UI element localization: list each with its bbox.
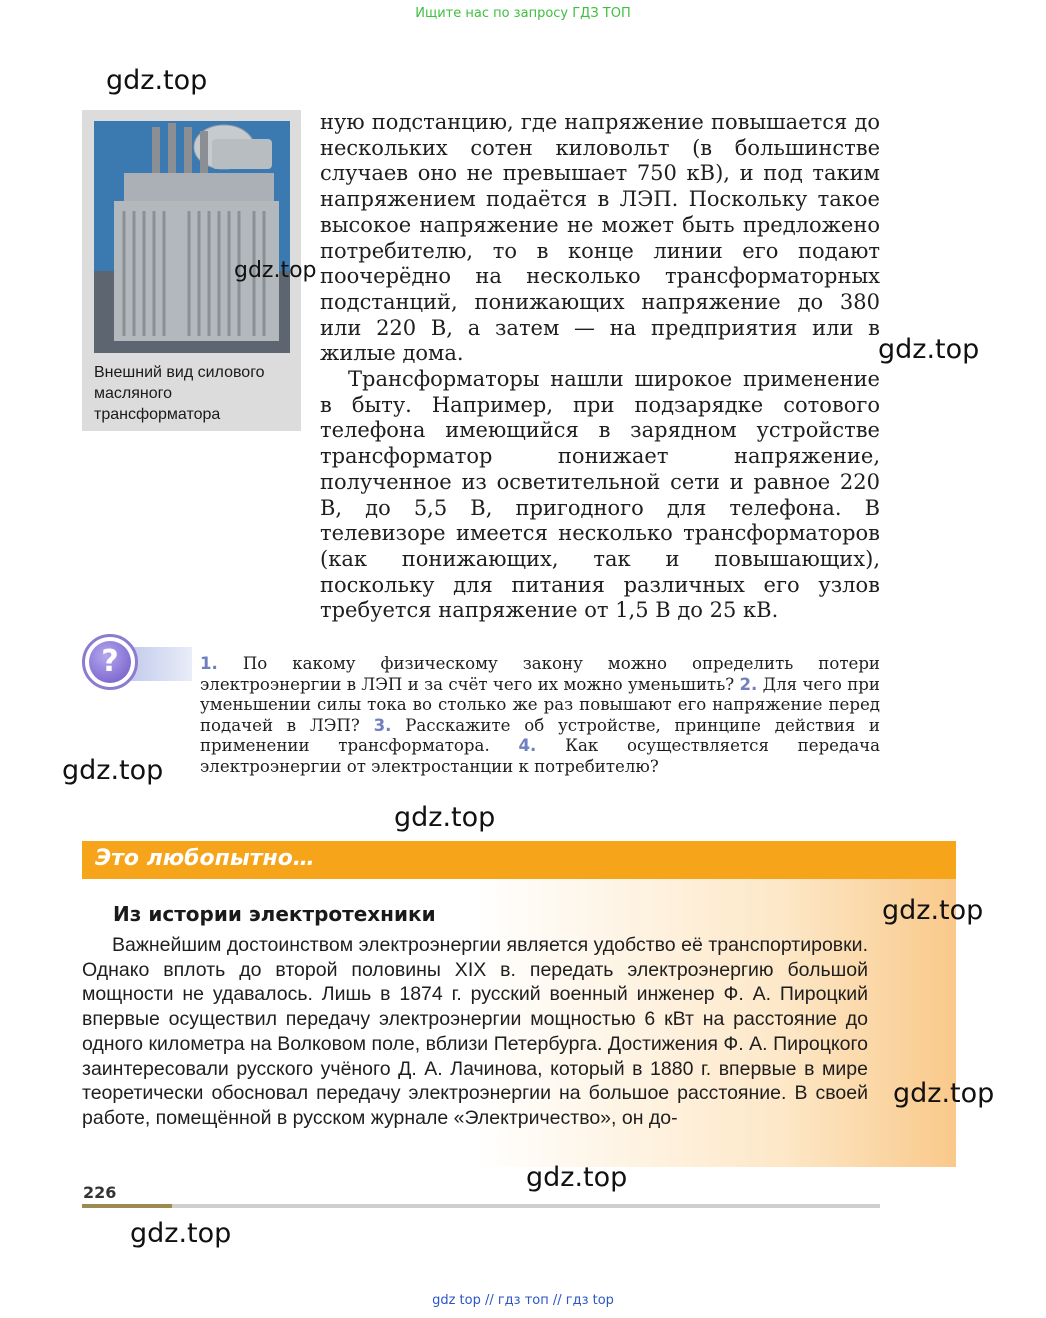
watermark: gdz.top	[62, 755, 164, 786]
main-text	[320, 110, 880, 624]
footer-rule-accent	[82, 1204, 172, 1208]
page-number: 226	[83, 1183, 117, 1202]
history-heading: Из истории электротехники	[113, 902, 436, 926]
watermark: gdz.top	[893, 1078, 995, 1109]
footer-rule	[82, 1204, 880, 1208]
watermark: gdz.top	[130, 1218, 232, 1249]
history-text	[82, 933, 868, 1131]
question-text: Как осуществляется передача электроэнергии от электростанции к потребителю?	[200, 736, 880, 776]
main-paragraph-2: Трансформаторы нашли широкое применение в быту. Например, при подзарядке сотового телефона имеющийся в зарядном устройстве трансформатор понижает напряжение, полученное из осветительной сети и равное 220 В, до 5,5 В, пригодного для телефона. В телевизоре имеется несколько трансформаторов (как понижающих, так и повышающих), поскольку для питания различных его узлов требуется напряжение от 1,5 В до 25 кВ.	[320, 367, 880, 623]
main-paragraph-1: ную подстанцию, где напряжение повышается до нескольких сотен киловольт (в большинстве случаев оно не превышает 750 кВ), и под таким напряжением подаётся в ЛЭП. Поскольку такое высокое напряжение не может быть предложено потребителю, то в конце линии его подают поочерёдно на несколько трансформаторных подстанций, понижающих напряжение до 380 или 220 В, а затем — на предприятия или в жилые дома.	[320, 110, 880, 366]
review-questions	[200, 654, 880, 778]
question-mark: ?	[89, 641, 131, 683]
question-icon	[82, 634, 138, 690]
question-text: Расскажите об устройстве, принципе действия и применении трансформатора.	[200, 715, 880, 756]
bottom-links[interactable]: gdz top // гдз топ // гдз top	[432, 1293, 614, 1308]
question-number: 2.	[739, 674, 758, 694]
curious-banner-title: Это любопытно…	[95, 846, 315, 871]
watermark: gdz.top	[526, 1162, 628, 1193]
watermark: gdz.top	[878, 334, 980, 365]
question-number: 4.	[518, 736, 537, 756]
watermark: gdz.top	[394, 802, 496, 833]
history-paragraph: Важнейшим достоинством электроэнергии является удобство её транспортировки. Однако вплоть до второй половины XIX в. передать электроэнергию большой мощности не удавалось. Лишь в 1874 г. русский военный инженер Ф. А. Пироцкий впервые осуществил передачу электроэнергии мощностью 6 кВт на расстояние до одного километра на Волковом поле, вблизи Петербурга. Достижения Ф. А. Пироцкого заинтересовали русского учёного Д. А. Лачинова, который в 1880 г. впервые в мире теоретически обосновал передачу электроэнергии на большое расстояние. В своей работе, помещённой в русском журнале «Электричество», он до-	[82, 934, 868, 1129]
question-number: 3.	[373, 715, 392, 735]
watermark: gdz.top	[106, 65, 208, 96]
question-number: 1.	[200, 654, 218, 673]
figure-caption: Внешний вид силового масляного трансформатора	[94, 364, 265, 423]
transformer-photo	[94, 121, 290, 353]
transformer-illustration	[94, 121, 290, 353]
top-banner[interactable]: Ищите нас по запросу ГДЗ ТОП	[415, 6, 631, 21]
question-text: По какому физическому закону можно определить потери электроэнергии в ЛЭП и за счёт чего их можно уменьшить?	[200, 654, 880, 694]
watermark: gdz.top	[882, 895, 984, 926]
watermark: gdz.top	[234, 258, 317, 283]
question-text: Для чего при уменьшении силы тока во столько же раз повышают его напряжение перед подачей в ЛЭП?	[200, 674, 880, 735]
